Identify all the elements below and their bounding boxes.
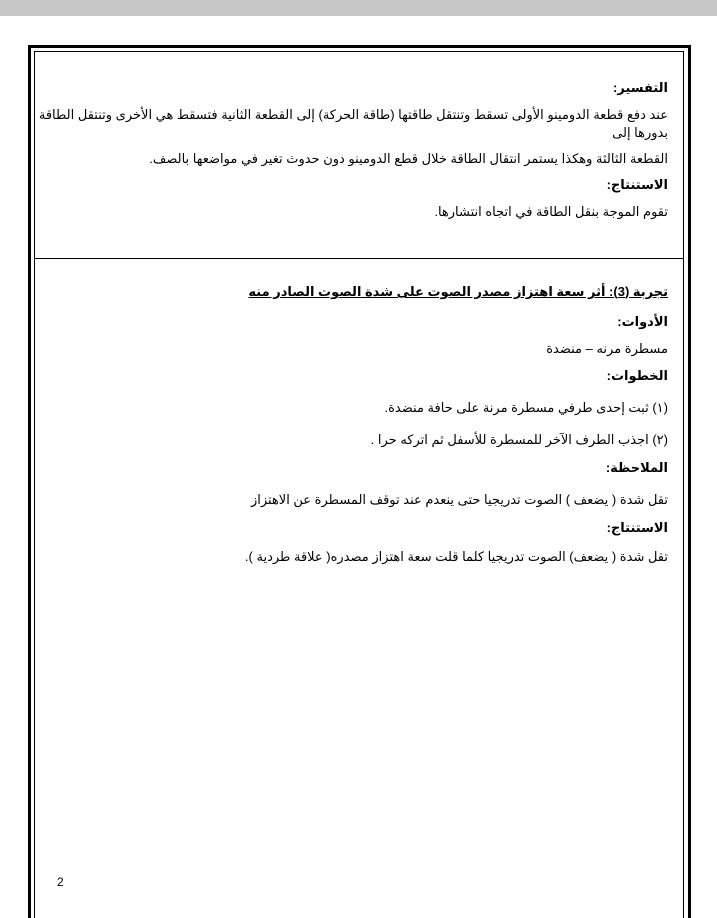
explanation-line-2: بدورها إلى [612,125,668,140]
experiment-title: تجربة (3): أثر سعة اهتزاز مصدر الصوت على شدة الصوت الصادر منه [248,284,668,299]
page-content [38,0,668,918]
steps-heading: الخطوات: [606,368,668,383]
tools-text: مسطرة مرنه – منضدة [546,341,668,356]
conclusion-heading-1: الاستنتاج: [606,177,668,192]
conclusion-heading-2: الاستنتاج: [606,520,668,535]
conclusion-text-2: تقل شدة ( يضعف) الصوت تدريجيا كلما قلت سعة اهتزاز مصدره( علاقة طردية ). [244,549,668,564]
explanation-line-1: عند دفع قطعة الدومينو الأولى تسقط وتنتقل طاقتها (طاقة الحركة) إلى القطعة الثانية فتسقط هي الأخرى وتنتقل الطاقة [38,107,668,122]
observation-heading: الملاحظة: [605,460,668,475]
step-1: (١) ثبت إحدى طرفي مسطرة مرنة على حافة منضدة. [384,400,668,415]
conclusion-text-1: تقوم الموجة بنقل الطاقة في اتجاه انتشارها. [434,204,668,219]
explanation-heading: التفسير: [613,80,668,95]
step-2: (٢) اجذب الطرف الآخر للمسطرة للأسفل ثم اتركه حرا . [370,432,668,447]
page-number: 2 [57,875,64,889]
explanation-line-3: القطعة الثالثة وهكذا يستمر انتقال الطاقة خلال قطع الدومينو دون حدوث تغير في مواضعها بالصف. [149,151,668,166]
observation-text: تقل شدة ( يضعف ) الصوت تدريجيا حتى ينعدم عند توقف المسطرة عن الاهتزاز [250,492,668,507]
tools-heading: الأدوات: [617,314,668,329]
